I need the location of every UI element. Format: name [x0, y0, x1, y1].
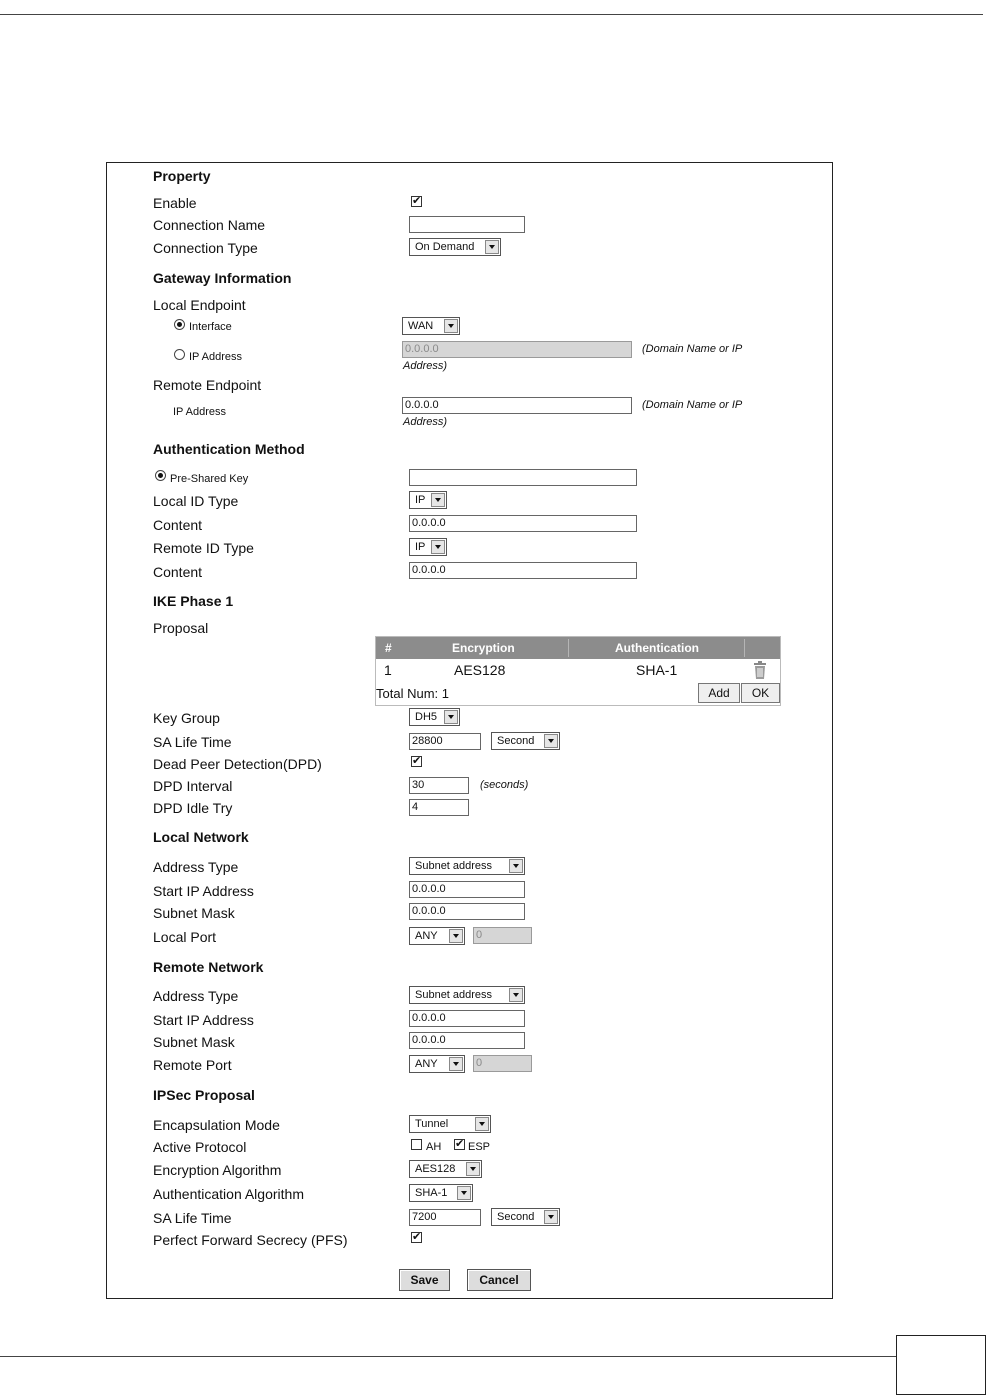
remote-port-number-input[interactable]: 0 — [473, 1055, 532, 1072]
interface-select[interactable] — [402, 317, 460, 335]
local-mask-input[interactable]: 0.0.0.0 — [409, 903, 525, 920]
remote-ip-note-cont: Address) — [403, 416, 448, 428]
enc-alg-label: Encryption Algorithm — [153, 1162, 282, 1178]
chevron-down-icon — [544, 734, 558, 748]
esp-checkbox[interactable]: ✔ — [455, 1138, 465, 1150]
key-group-label: Key Group — [153, 710, 220, 726]
ipsec-sa-life-unit-select[interactable] — [491, 1208, 560, 1226]
local-addr-type-value: Subnet address — [415, 860, 493, 872]
chevron-down-icon — [457, 1186, 471, 1200]
row-encryption: AES128 — [454, 662, 506, 678]
local-content-label: Content — [153, 517, 203, 533]
remote-ip-input[interactable]: 0.0.0.0 — [402, 397, 632, 414]
local-port-label: Local Port — [153, 929, 217, 945]
remote-addr-type-value: Subnet address — [415, 989, 493, 1001]
section-auth-title: Authentication Method — [153, 441, 305, 457]
ah-label: AH — [426, 1141, 442, 1153]
remote-start-ip-label: Start IP Address — [153, 1012, 254, 1028]
dpd-idle-input[interactable]: 4 — [409, 799, 469, 816]
local-content-input[interactable]: 0.0.0.0 — [409, 515, 637, 532]
dpd-interval-input[interactable]: 30 — [409, 777, 469, 794]
section-remote-network-title: Remote Network — [153, 959, 264, 975]
local-endpoint-label: Local Endpoint — [153, 297, 246, 313]
encap-mode-select[interactable] — [409, 1115, 491, 1133]
remote-start-ip-input[interactable]: 0.0.0.0 — [409, 1010, 525, 1027]
chevron-down-icon — [431, 493, 445, 507]
auth-alg-value: SHA-1 — [415, 1187, 448, 1199]
proposal-table — [375, 636, 781, 706]
chevron-down-icon — [475, 1117, 489, 1131]
proposal-label: Proposal — [153, 620, 209, 636]
active-protocol-label: Active Protocol — [153, 1139, 247, 1155]
ipsec-sa-life-label: SA Life Time — [153, 1210, 232, 1226]
remote-id-type-select[interactable] — [409, 538, 447, 556]
section-ike-title: IKE Phase 1 — [153, 593, 234, 609]
local-ip-radio[interactable] — [174, 349, 185, 360]
save-button[interactable]: Save — [399, 1269, 450, 1291]
local-port-select[interactable] — [409, 927, 465, 945]
connection-name-input[interactable] — [409, 216, 525, 233]
chevron-down-icon — [509, 988, 523, 1002]
enable-label: Enable — [153, 195, 197, 211]
chevron-down-icon — [509, 859, 523, 873]
local-id-type-label: Local ID Type — [153, 493, 239, 509]
trash-icon[interactable] — [753, 661, 767, 684]
ok-button[interactable]: OK — [741, 683, 780, 703]
remote-endpoint-label: Remote Endpoint — [153, 377, 262, 393]
ipsec-sa-life-input[interactable]: 7200 — [409, 1209, 481, 1226]
cancel-button[interactable]: Cancel — [467, 1269, 531, 1291]
remote-mask-input[interactable]: 0.0.0.0 — [409, 1032, 525, 1049]
enc-alg-select[interactable] — [409, 1160, 482, 1178]
local-port-number-input[interactable]: 0 — [473, 927, 532, 944]
local-addr-type-select[interactable] — [409, 857, 525, 875]
interface-radio[interactable] — [174, 319, 185, 330]
remote-port-select[interactable] — [409, 1055, 465, 1073]
dpd-interval-label: DPD Interval — [153, 778, 233, 794]
chevron-down-icon — [449, 1057, 463, 1071]
interface-value: WAN — [408, 320, 434, 332]
local-start-ip-label: Start IP Address — [153, 883, 254, 899]
local-ip-label: IP Address — [189, 351, 242, 363]
key-group-value: DH5 — [415, 711, 438, 723]
local-mask-label: Subnet Mask — [153, 905, 235, 921]
encap-mode-label: Encapsulation Mode — [153, 1117, 280, 1133]
chevron-down-icon — [544, 1210, 558, 1224]
dpd-interval-unit: (seconds) — [480, 779, 529, 791]
remote-id-type-label: Remote ID Type — [153, 540, 254, 556]
connection-type-value: On Demand — [415, 241, 475, 253]
page-number-box — [896, 1335, 986, 1395]
ike-sa-life-input[interactable]: 28800 — [409, 733, 481, 750]
local-ip-note: (Domain Name or IP — [642, 343, 743, 355]
remote-id-type-value: IP — [415, 541, 426, 553]
header-divider — [744, 639, 745, 657]
auth-alg-select[interactable] — [409, 1184, 473, 1202]
chevron-down-icon — [431, 540, 445, 554]
local-id-type-select[interactable] — [409, 491, 447, 509]
connection-name-label: Connection Name — [153, 217, 266, 233]
local-ip-input[interactable]: 0.0.0.0 — [402, 341, 632, 358]
local-ip-note-cont: Address) — [403, 360, 448, 372]
dpd-checkbox[interactable]: ✔ — [412, 755, 422, 767]
row-authentication: SHA-1 — [636, 662, 678, 678]
total-count: Total Num: 1 — [376, 686, 449, 701]
footer-rule — [0, 1356, 896, 1357]
ah-checkbox[interactable] — [411, 1139, 422, 1150]
pfs-label: Perfect Forward Secrecy (PFS) — [153, 1232, 348, 1248]
ipsec-sa-life-unit-value: Second — [497, 1211, 535, 1223]
pre-shared-key-label: Pre-Shared Key — [170, 473, 249, 485]
connection-type-select[interactable] — [409, 238, 501, 256]
add-proposal-button[interactable]: Add — [698, 683, 740, 703]
remote-port-label: Remote Port — [153, 1057, 232, 1073]
col-encryption-header: Encryption — [452, 641, 515, 655]
remote-addr-type-label: Address Type — [153, 988, 239, 1004]
pre-shared-key-input[interactable] — [409, 469, 637, 486]
pre-shared-key-radio[interactable] — [155, 470, 166, 481]
enable-checkbox[interactable]: ✔ — [412, 195, 422, 207]
dpd-label: Dead Peer Detection(DPD) — [153, 756, 322, 772]
remote-content-input[interactable]: 0.0.0.0 — [409, 562, 637, 579]
row-number: 1 — [384, 662, 392, 678]
remote-port-value: ANY — [415, 1058, 438, 1070]
section-property-title: Property — [153, 168, 211, 184]
remote-content-label: Content — [153, 564, 203, 580]
chevron-down-icon — [485, 240, 499, 254]
proposal-table-header — [376, 637, 780, 659]
connection-type-label: Connection Type — [153, 240, 258, 256]
encap-mode-value: Tunnel — [415, 1118, 449, 1130]
ike-sa-life-unit-value: Second — [497, 735, 535, 747]
chevron-down-icon — [466, 1162, 480, 1176]
section-ipsec-title: IPSec Proposal — [153, 1087, 255, 1103]
esp-label: ESP — [468, 1141, 491, 1153]
local-start-ip-input[interactable]: 0.0.0.0 — [409, 881, 525, 898]
header-divider — [568, 639, 569, 657]
remote-addr-type-select[interactable] — [409, 986, 525, 1004]
chevron-down-icon — [449, 929, 463, 943]
ike-sa-life-unit-select[interactable] — [491, 732, 560, 750]
auth-alg-label: Authentication Algorithm — [153, 1186, 304, 1202]
local-addr-type-label: Address Type — [153, 859, 239, 875]
remote-mask-label: Subnet Mask — [153, 1034, 235, 1050]
interface-label: Interface — [189, 321, 232, 333]
section-gateway-title: Gateway Information — [153, 270, 292, 286]
col-authentication-header: Authentication — [615, 641, 699, 655]
col-number-header: # — [385, 641, 392, 655]
local-id-type-value: IP — [415, 494, 426, 506]
chevron-down-icon — [444, 319, 458, 333]
enc-alg-value: AES128 — [415, 1163, 456, 1175]
dpd-idle-label: DPD Idle Try — [153, 800, 233, 816]
section-local-network-title: Local Network — [153, 829, 249, 845]
pfs-checkbox[interactable]: ✔ — [412, 1231, 422, 1243]
chevron-down-icon — [444, 710, 458, 724]
key-group-select[interactable] — [409, 708, 460, 726]
local-port-value: ANY — [415, 930, 438, 942]
header-rule — [0, 14, 983, 15]
remote-ip-note: (Domain Name or IP — [642, 399, 743, 411]
ike-sa-life-label: SA Life Time — [153, 734, 232, 750]
vpn-rule-form — [106, 162, 833, 1299]
remote-ip-label: IP Address — [173, 406, 226, 418]
